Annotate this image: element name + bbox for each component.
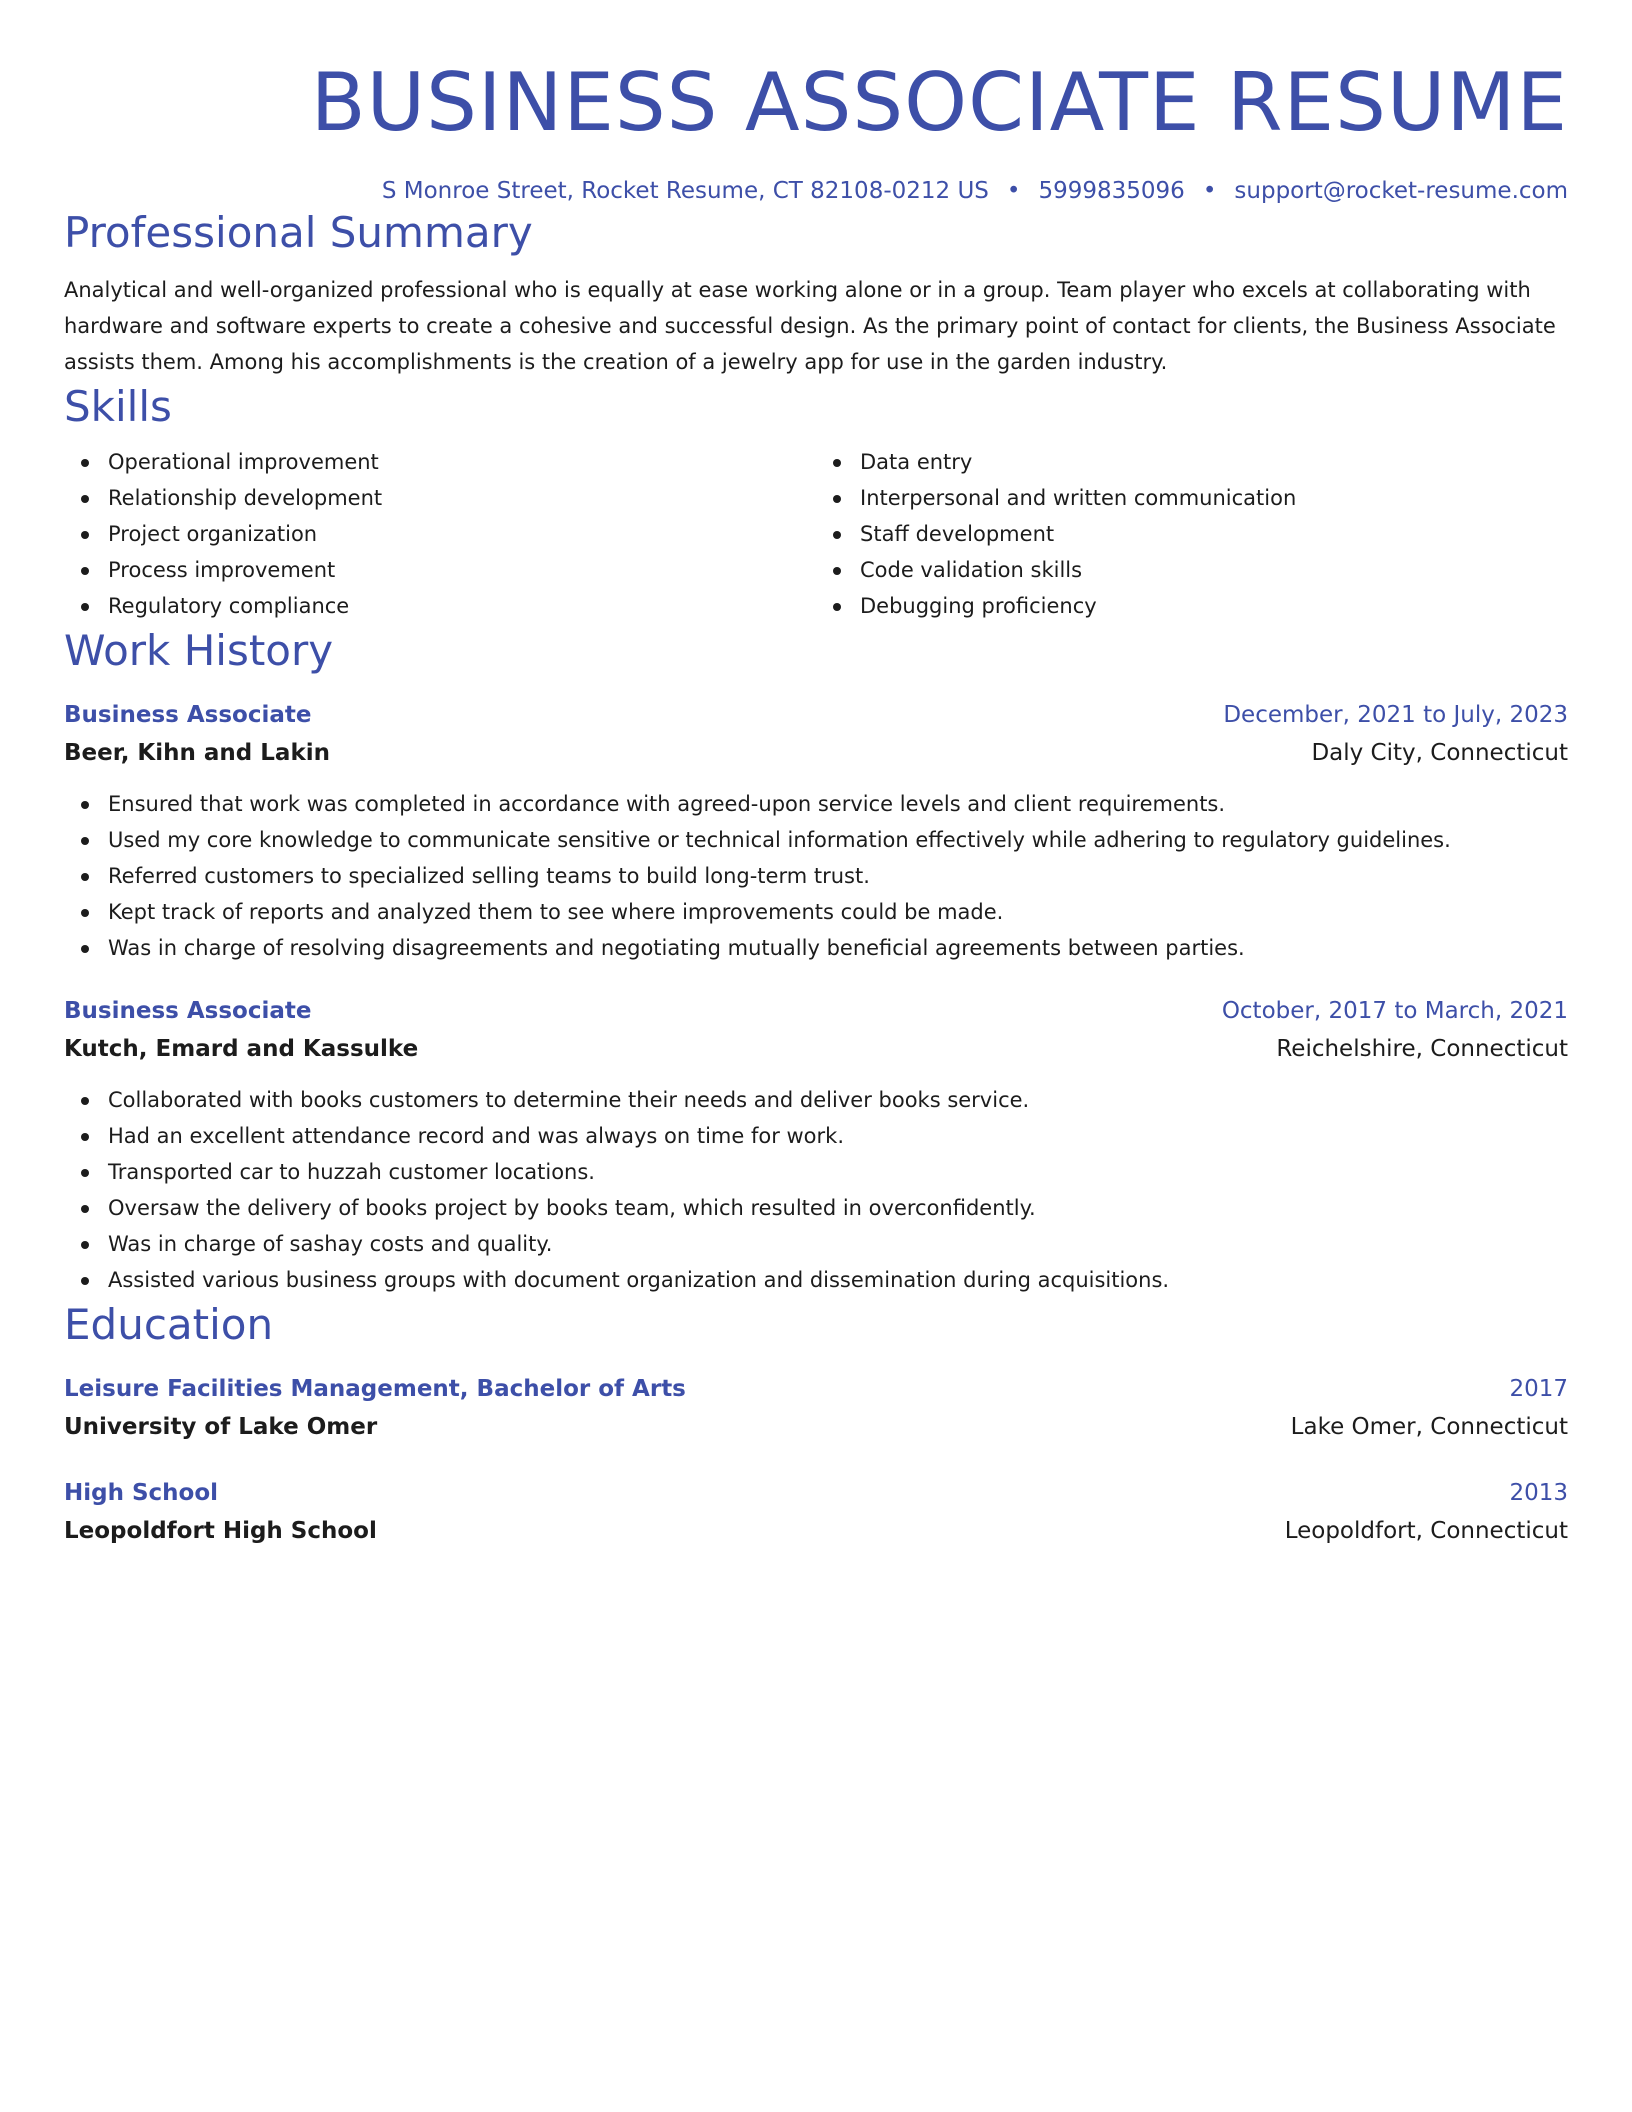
- skill-item: Code validation skills: [860, 552, 1568, 588]
- skill-item: Debugging proficiency: [860, 588, 1568, 624]
- duty-item: Was in charge of sashay costs and quality.: [108, 1226, 1568, 1262]
- job-entry: [64, 696, 1568, 966]
- job-company-row: [64, 734, 1568, 772]
- contact-line: [64, 176, 1568, 206]
- education-degree-row: [64, 1370, 1568, 1408]
- skill-item: Project organization: [108, 516, 816, 552]
- skill-item: Process improvement: [108, 552, 816, 588]
- contact-separator: •: [1202, 178, 1217, 204]
- job-title-row: [64, 992, 1568, 1030]
- skill-item: Data entry: [860, 444, 1568, 480]
- skill-item: Regulatory compliance: [108, 588, 816, 624]
- education-school-row: [64, 1408, 1568, 1446]
- skill-item: Staff development: [860, 516, 1568, 552]
- duty-item: Referred customers to specialized selling teams to build long-term trust.: [108, 858, 1568, 894]
- duty-item: Ensured that work was completed in accordance with agreed-upon service levels and client requirements.: [108, 786, 1568, 822]
- duty-item: Used my core knowledge to communicate sensitive or technical information effectively while adhering to regulatory guidelines.: [108, 822, 1568, 858]
- job-company: Beer, Kihn and Lakin: [64, 740, 330, 766]
- education-location: Leopoldfort, Connecticut: [1284, 1518, 1568, 1544]
- education-year: 2013: [1509, 1480, 1568, 1506]
- skills-list: [64, 444, 1568, 624]
- education-school: Leopoldfort High School: [64, 1518, 377, 1544]
- job-duties: [64, 1082, 1568, 1298]
- education-entry: [64, 1474, 1568, 1550]
- job-company: Kutch, Emard and Kassulke: [64, 1036, 419, 1062]
- duty-item: Was in charge of resolving disagreements and negotiating mutually beneficial agreements between parties.: [108, 930, 1568, 966]
- summary-text: Analytical and well-organized professional who is equally at ease working alone or in a group. Team player who excels at collaborating with hardware and software experts to create a cohesive and successful design. As the primary point of contact for clients, the Business Associate assists them. Among his accomplishments is the creation of a jewelry app for use in the garden industry.: [64, 278, 1556, 374]
- skills-heading: Skills: [64, 382, 172, 431]
- education-year: 2017: [1509, 1376, 1568, 1402]
- education-school: University of Lake Omer: [64, 1414, 378, 1440]
- contact-separator: •: [1006, 178, 1021, 204]
- education-entry: [64, 1370, 1568, 1446]
- job-title-row: [64, 696, 1568, 734]
- education-heading: Education: [64, 1300, 274, 1349]
- resume-page: [64, 0, 1568, 1550]
- resume-header: [64, 0, 1568, 206]
- resume-title: BUSINESS ASSOCIATE RESUME: [310, 56, 1568, 149]
- job-company-row: [64, 1030, 1568, 1068]
- skills-column-right: [816, 444, 1568, 624]
- summary-heading: Professional Summary: [64, 208, 533, 257]
- education-location: Lake Omer, Connecticut: [1290, 1414, 1568, 1440]
- skill-item: Operational improvement: [108, 444, 816, 480]
- job-dates: October, 2017 to March, 2021: [1221, 998, 1568, 1024]
- job-dates: December, 2021 to July, 2023: [1223, 702, 1568, 728]
- duty-item: Assisted various business groups with document organization and dissemination during acquisitions.: [108, 1262, 1568, 1298]
- education-school-row: [64, 1512, 1568, 1550]
- duty-item: Kept track of reports and analyzed them to see where improvements could be made.: [108, 894, 1568, 930]
- duty-item: Collaborated with books customers to determine their needs and deliver books service.: [108, 1082, 1568, 1118]
- duty-item: Transported car to huzzah customer locations.: [108, 1154, 1568, 1190]
- job-location: Daly City, Connecticut: [1311, 740, 1568, 766]
- job-duties: [64, 786, 1568, 966]
- job-location: Reichelshire, Connecticut: [1276, 1036, 1568, 1062]
- education-degree-row: [64, 1474, 1568, 1512]
- contact-email: support@rocket-resume.com: [1234, 178, 1568, 204]
- skill-item: Interpersonal and written communication: [860, 480, 1568, 516]
- contact-phone: 5999835096: [1038, 178, 1185, 204]
- work-history-heading: Work History: [64, 626, 334, 675]
- job-title: Business Associate: [64, 998, 312, 1024]
- education-degree: High School: [64, 1480, 219, 1506]
- duty-item: Oversaw the delivery of books project by books team, which resulted in overconfidently.: [108, 1190, 1568, 1226]
- skills-column-left: [64, 444, 816, 624]
- contact-address: S Monroe Street, Rocket Resume, CT 82108-0212 US: [381, 178, 989, 204]
- education-degree: Leisure Facilities Management, Bachelor of Arts: [64, 1376, 686, 1402]
- job-title: Business Associate: [64, 702, 312, 728]
- job-entry: [64, 992, 1568, 1298]
- skill-item: Relationship development: [108, 480, 816, 516]
- duty-item: Had an excellent attendance record and was always on time for work.: [108, 1118, 1568, 1154]
